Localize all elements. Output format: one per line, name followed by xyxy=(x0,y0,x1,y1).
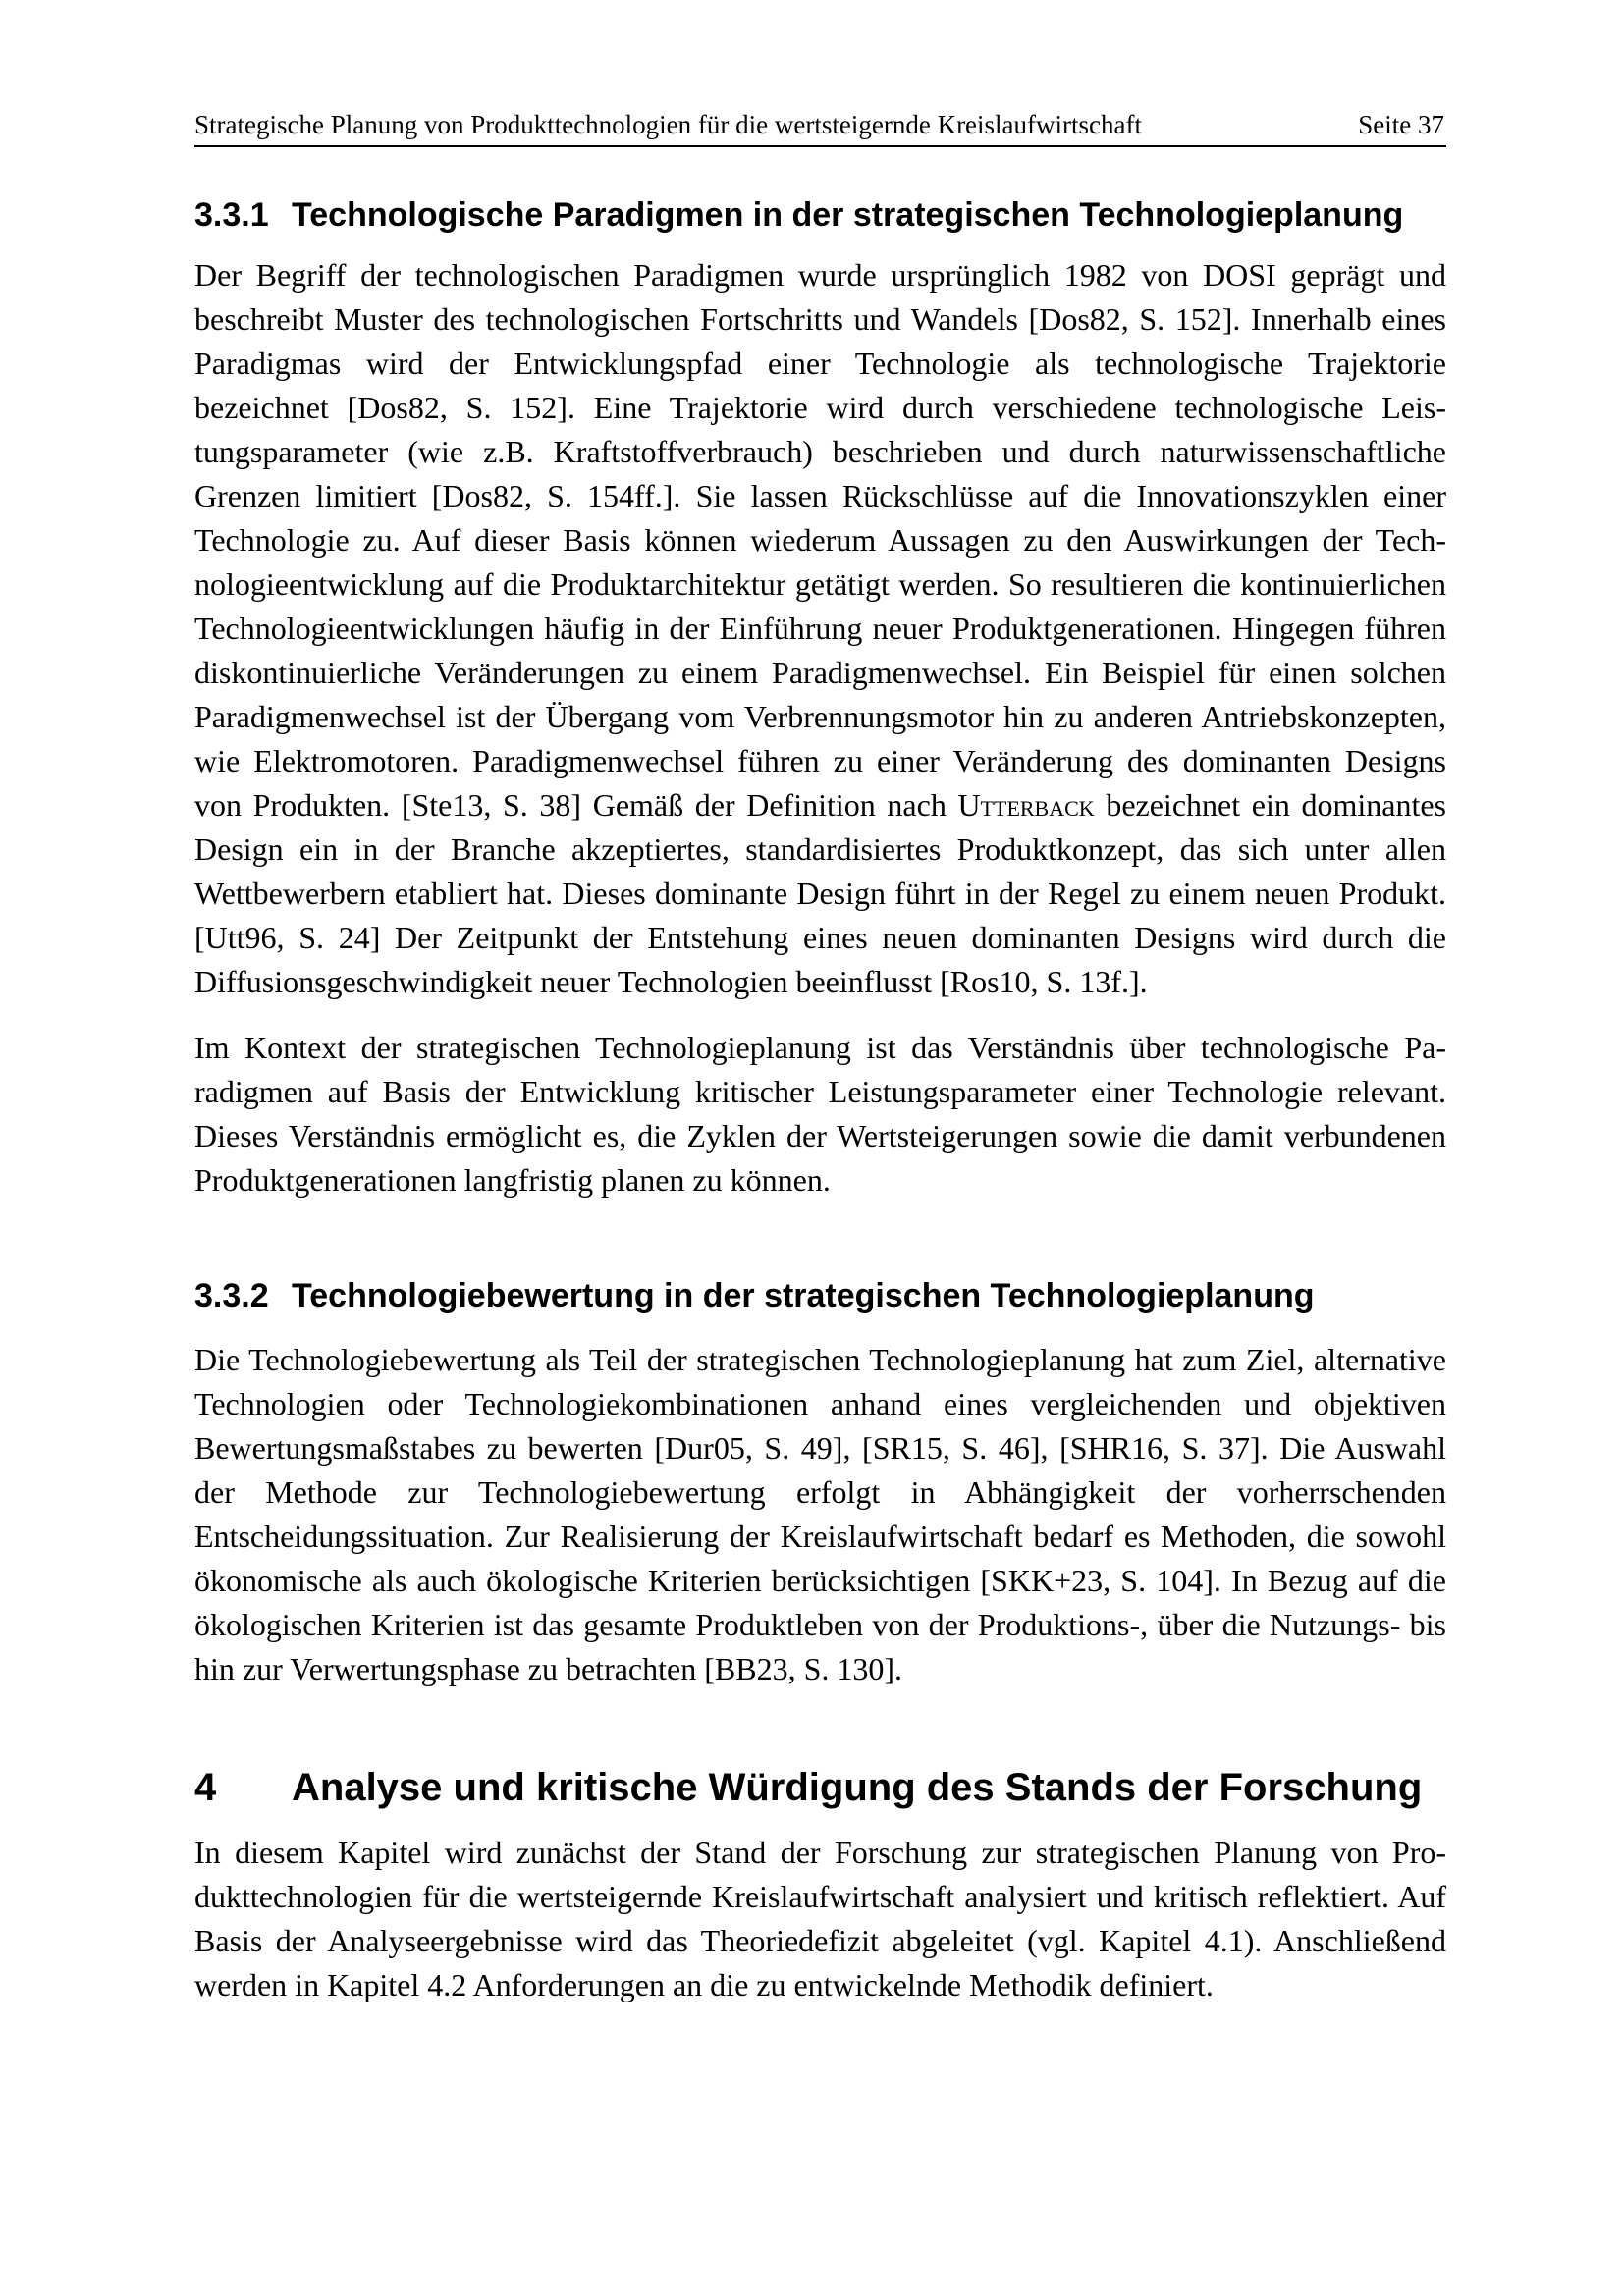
author-name-small-caps: Utterback xyxy=(957,787,1095,823)
page-number: Seite 37 xyxy=(1358,110,1444,139)
chapter-number: 4 xyxy=(194,1766,217,1809)
paragraph: Im Kontext der strategischen Technologieplanung ist das Verständnis über technologische Paradigmen auf Basis der Entwicklung kritischer Leistungsparameter einer Technologie relevant. Dieses Verständnis ermöglicht es, die Zyklen der Wertsteigerungen sowie die damit verbundenen Produktgenerationen langfristig planen zu können. xyxy=(194,1030,1446,1198)
running-header xyxy=(194,104,1446,147)
paragraph-text: bezeichnet ein dominantes Design ein in der Branche akzeptiertes, standardisiertes Produktkonzept, das sich unter allen Wettbewerbern etabliert hat. Dieses dominante Design führt in der Regel zu einem neuen Produkt. [Utt96, S. 24] Der Zeitpunkt der Entstehung eines neuen dominanten Designs wird durch die Diffusionsgeschwindigkeit neuer Technologien beeinflusst [Ros10, S. 13f.]. xyxy=(194,787,1447,999)
paragraph-text: Der Begriff der technologischen Paradigmen wurde ursprünglich 1982 von DOSI geprägt und beschreibt Muster des technologischen Fortschritts und Wandels [Dos82, S. 152]. Innerhalb eines Paradigmas wird der Entwicklungspfad einer Technologie als technologische Trajektorie bezeichnet [Dos82, S. 152]. Eine Trajektorie wird durch verschiedene technologische Leistungsparameter (wie z.B. Kraftstoffverbrauch) beschrieben und durch naturwissenschaftliche Grenzen limitiert [Dos82, S. 154ff.]. Sie lassen Rückschlüsse auf die Innovationszyklen einer Technologie zu. Auf dieser Basis können wiederum Aussagen zu den Auswirkungen der Technologieentwicklung auf die Produktarchitektur getätigt werden. So resultieren die kontinuierlichen Technologieentwicklungen häufig in der Einführung neuer Produktgenerationen. Hingegen führen diskontinuierliche Veränderungen zu einem Paradigmenwechsel. Ein Beispiel für einen solchen Paradigmenwechsel ist der Übergang vom Verbrennungsmotor hin zu anderen Antriebskonzepten, wie Elektromotoren. Paradigmenwechsel führen zu einer Veränderung des dominanten Designs von Produkten. [Ste13, S. 38] Gemäß der Definition nach xyxy=(194,257,1446,823)
section-number: 3.3.2 xyxy=(194,1277,269,1314)
paragraph: Die Technologiebewertung als Teil der strategischen Technologieplanung hat zum Ziel, alternative Technologien oder Technologiekombinationen anhand eines vergleichenden und objektiven Bewertungsmaßstabes zu bewerten [Dur05, S. 49], [SR15, S. 46], [SHR16, S. 37]. Die Auswahl der Methode zur Technologiebewertung erfolgt in Abhängigkeit der vorherrschenden Entscheidungssituation. Zur Realisierung der Kreislaufwirtschaft bedarf es Methoden, die sowohl ökonomische als auch ökologische Kriterien berücksichtigen [SKK+23, S. 104]. In Bezug auf die ökologischen Kriterien ist das gesamte Produktleben von der Produktions-, über die Nutzungs- bis hin zur Verwertungsphase zu betrachten [BB23, S. 130]. xyxy=(194,1342,1446,1686)
chapter-title: Analyse und kritische Würdigung des Stands der Forschung xyxy=(292,1766,1423,1809)
chapter-heading-4 xyxy=(194,1762,1446,1813)
running-header-title: Strategische Planung von Produkttechnologien für die wertsteigernde Kreislaufwirtschaft xyxy=(194,110,1142,139)
section-title: Technologiebewertung in der strategischen Technologieplanung xyxy=(292,1277,1315,1314)
section-heading-3-3-1 xyxy=(194,192,1446,238)
paragraph xyxy=(194,253,1446,1004)
paragraph: In diesem Kapitel wird zunächst der Stand der Forschung zur strategischen Planung von Produkttechnologien für die wertsteigernde Kreislaufwirtschaft analysiert und kritisch reflektiert. Auf Basis der Analyseergebnisse wird das Theoriedefizit abgeleitet (vgl. Kapitel 4.1). Anschließend werden in Kapitel 4.2 Anforderungen an die zu entwickelnde Methodik definiert. xyxy=(194,1835,1446,2002)
section-title: Technologische Paradigmen in der strategischen Technologieplanung xyxy=(292,196,1404,234)
page-content xyxy=(194,192,1446,2007)
section-heading-3-3-2 xyxy=(194,1273,1446,1318)
section-number: 3.3.1 xyxy=(194,196,269,234)
